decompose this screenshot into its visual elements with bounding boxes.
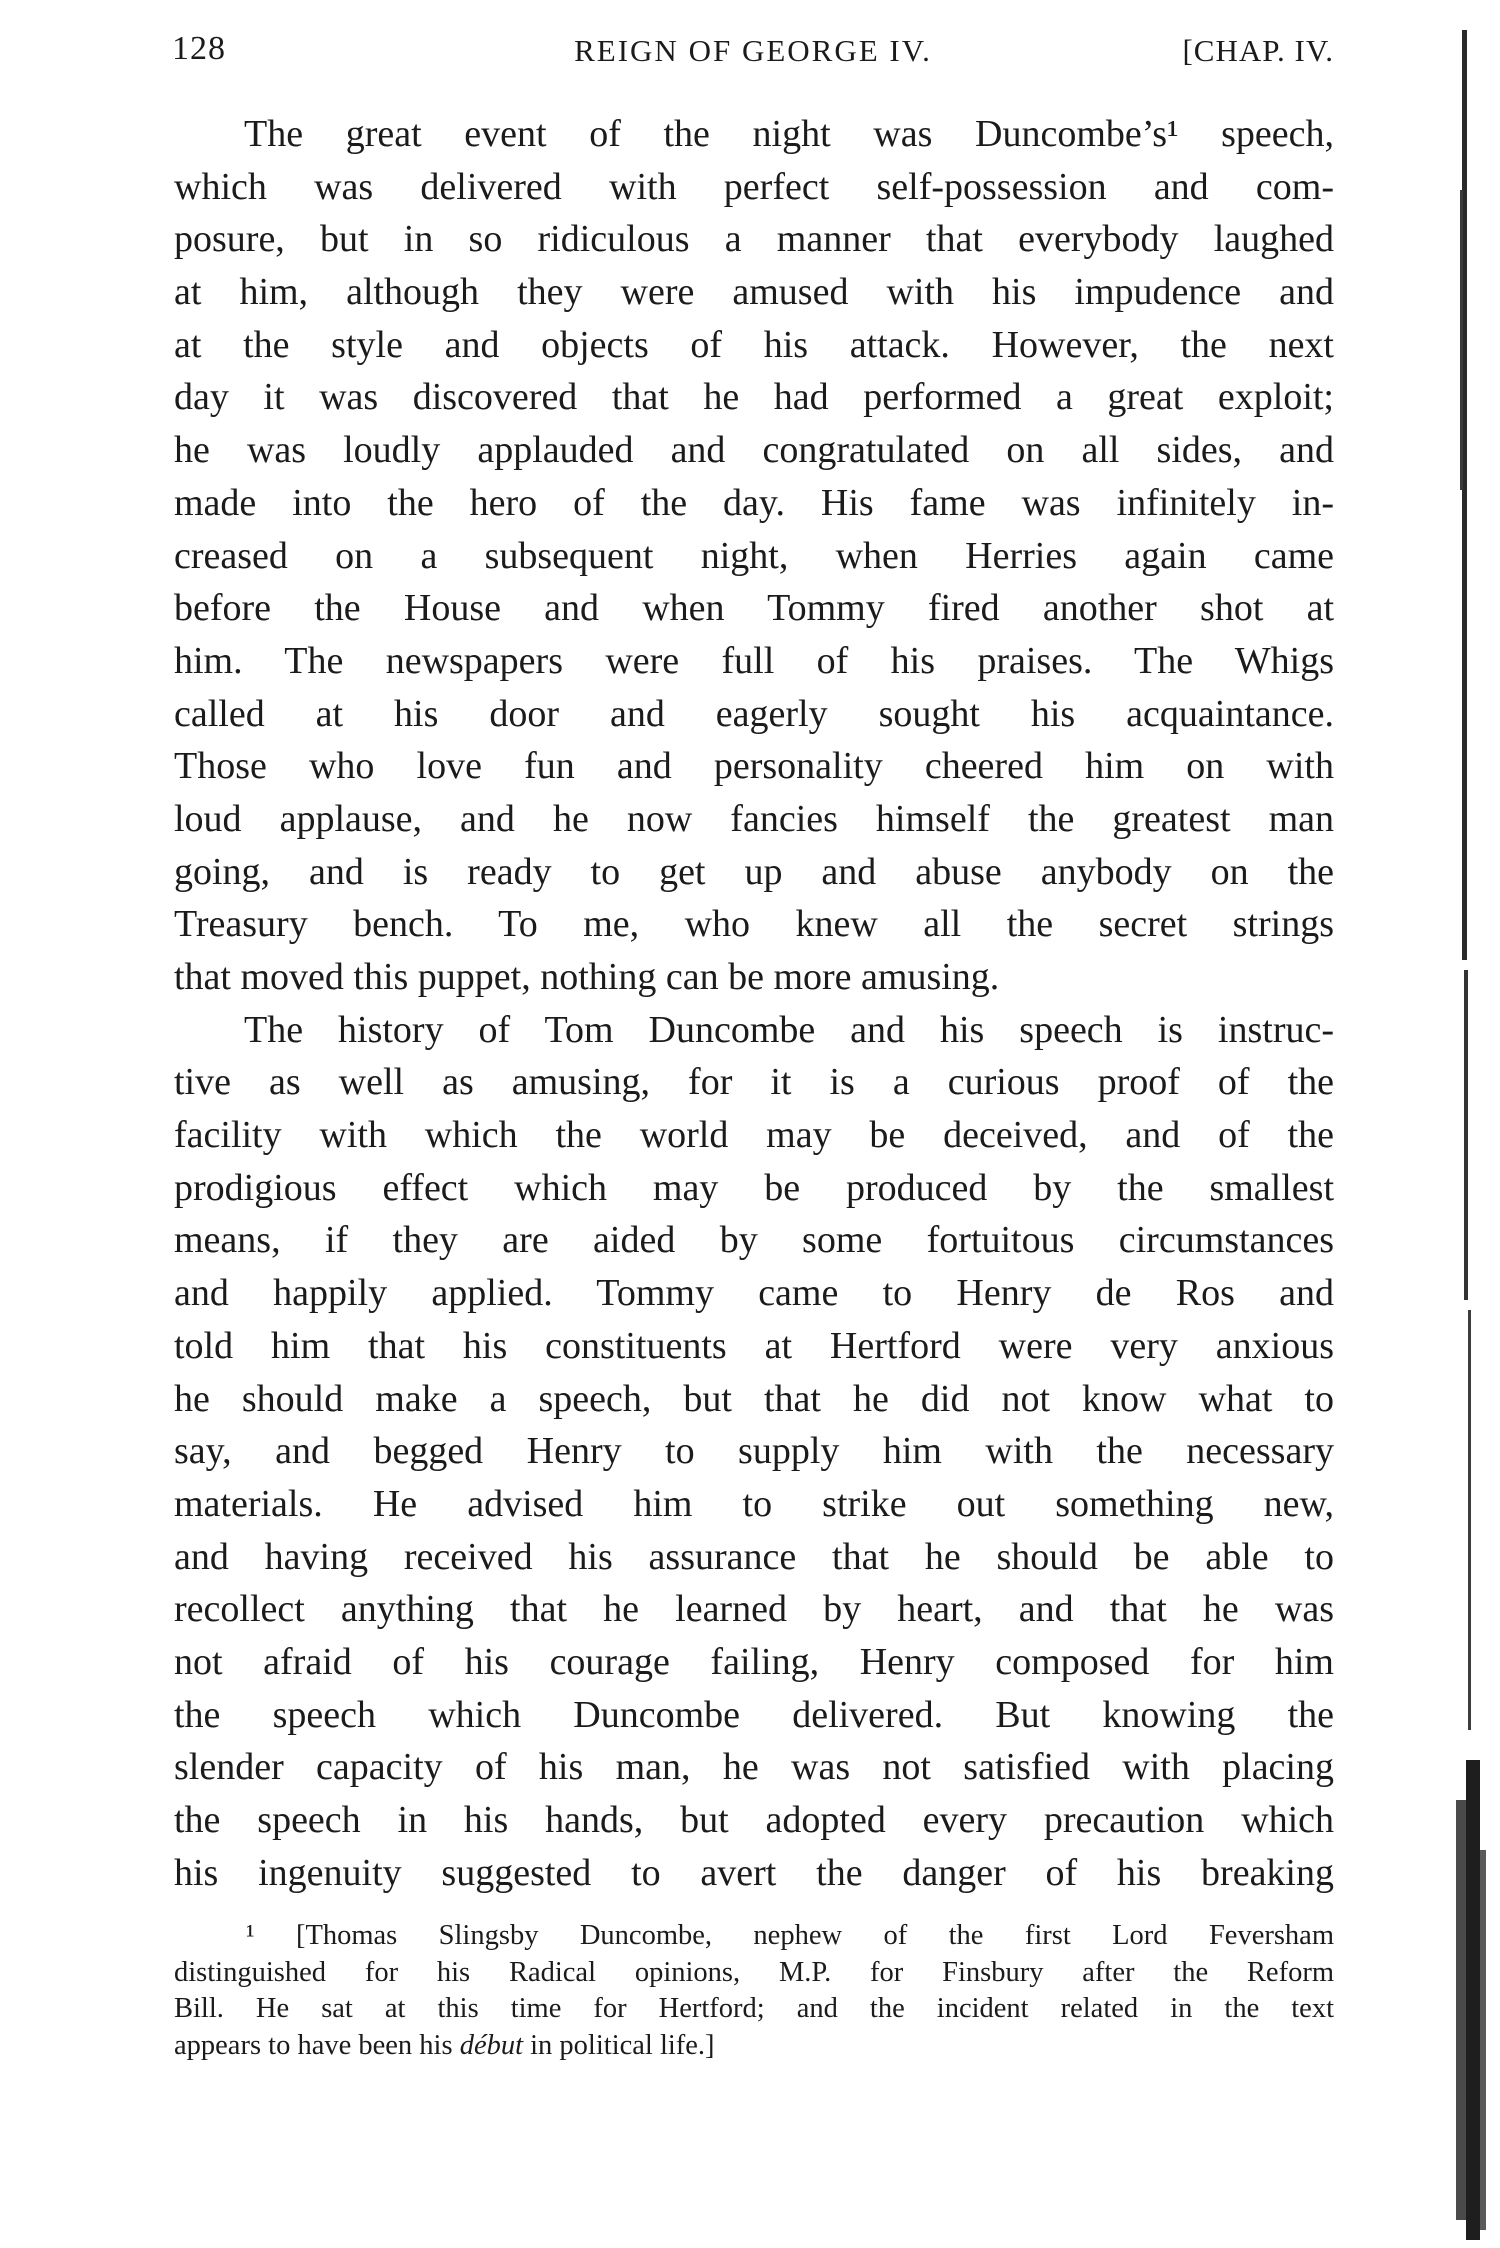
text-line: and having received his assurance that he should be able to	[174, 1535, 1334, 1578]
text-line: called at his door and eagerly sought his acquaintance.	[174, 692, 1334, 735]
text-line: facility with which the world may be deceived, and of the	[174, 1114, 1334, 1157]
text-line: him. The newspapers were full of his praises. The Whigs	[174, 639, 1334, 682]
footnote-line	[174, 2028, 1334, 2065]
text-line: say, and begged Henry to supply him with the necessary	[174, 1430, 1334, 1473]
footnote-text: in political life.]	[523, 2029, 715, 2061]
footnote	[174, 1918, 1334, 2064]
text-line: and happily applied. Tommy came to Henry de Ros and	[174, 1272, 1334, 1315]
text-line: he should make a speech, but that he did not know what to	[174, 1377, 1334, 1420]
page-edge-shadow	[1416, 0, 1500, 2248]
text-line: Those who love fun and personality cheered him on with	[174, 745, 1334, 788]
footnote-text: appears to have been his	[174, 2029, 460, 2061]
running-title: REIGN OF GEORGE IV.	[574, 33, 932, 68]
text-line: posure, but in so ridiculous a manner that everybody laughed	[174, 218, 1334, 261]
text-line: materials. He advised him to strike out something new,	[174, 1482, 1334, 1525]
footnote-line: ¹ [Thomas Slingsby Duncombe, nephew of the first Lord Feversham	[246, 1920, 1334, 1951]
text-line: loud applause, and he now fancies himself the greatest man	[174, 797, 1334, 840]
text-line: told him that his constituents at Hertford were very anxious	[174, 1324, 1334, 1367]
text-line: before the House and when Tommy fired another shot at	[174, 587, 1334, 630]
text-line: which was delivered with perfect self-possession and com-	[174, 165, 1334, 208]
text-line: he was loudly applauded and congratulated on all sides, and	[174, 429, 1334, 472]
text-line: means, if they are aided by some fortuitous circumstances	[174, 1219, 1334, 1262]
running-head	[172, 30, 1334, 80]
text-line: his ingenuity suggested to avert the danger of his breaking	[174, 1851, 1334, 1894]
text-line: made into the hero of the day. His fame was infinitely in-	[174, 481, 1334, 524]
text-line: the speech which Duncombe delivered. But knowing the	[174, 1693, 1334, 1736]
footnote-line: Bill. He sat at this time for Hertford; and the incident related in the text	[174, 1993, 1334, 2024]
text-line: at him, although they were amused with his impudence and	[174, 271, 1334, 314]
text-line: recollect anything that he learned by heart, and that he was	[174, 1588, 1334, 1631]
page-number: 128	[172, 30, 226, 67]
text-line: tive as well as amusing, for it is a curious proof of the	[174, 1061, 1334, 1104]
text-line: The history of Tom Duncombe and his speech is instruc-	[244, 1008, 1334, 1051]
text-line: slender capacity of his man, he was not satisfied with placing	[174, 1746, 1334, 1789]
text-line: The great event of the night was Duncombe’s¹ speech,	[244, 113, 1334, 155]
text-line: prodigious effect which may be produced by the smallest	[174, 1166, 1334, 1209]
text-line: that moved this puppet, nothing can be more amusing.	[174, 956, 1000, 998]
text-line: not afraid of his courage failing, Henry composed for him	[174, 1640, 1334, 1683]
text-line: day it was discovered that he had performed a great exploit;	[174, 376, 1334, 419]
body-text	[174, 108, 1334, 1899]
text-line: the speech in his hands, but adopted every precaution which	[174, 1799, 1334, 1841]
text-line: creased on a subsequent night, when Herries again came	[174, 534, 1334, 577]
text-line: Treasury bench. To me, who knew all the secret strings	[174, 903, 1334, 946]
chapter-label: [CHAP. IV.	[1182, 33, 1334, 68]
text-line: at the style and objects of his attack. However, the next	[174, 323, 1334, 366]
text-line: going, and is ready to get up and abuse anybody on the	[174, 850, 1334, 893]
footnote-italic-word: début	[459, 2029, 524, 2061]
footnote-line: distinguished for his Radical opinions, M.P. for Finsbury after the Reform	[174, 1956, 1334, 1988]
